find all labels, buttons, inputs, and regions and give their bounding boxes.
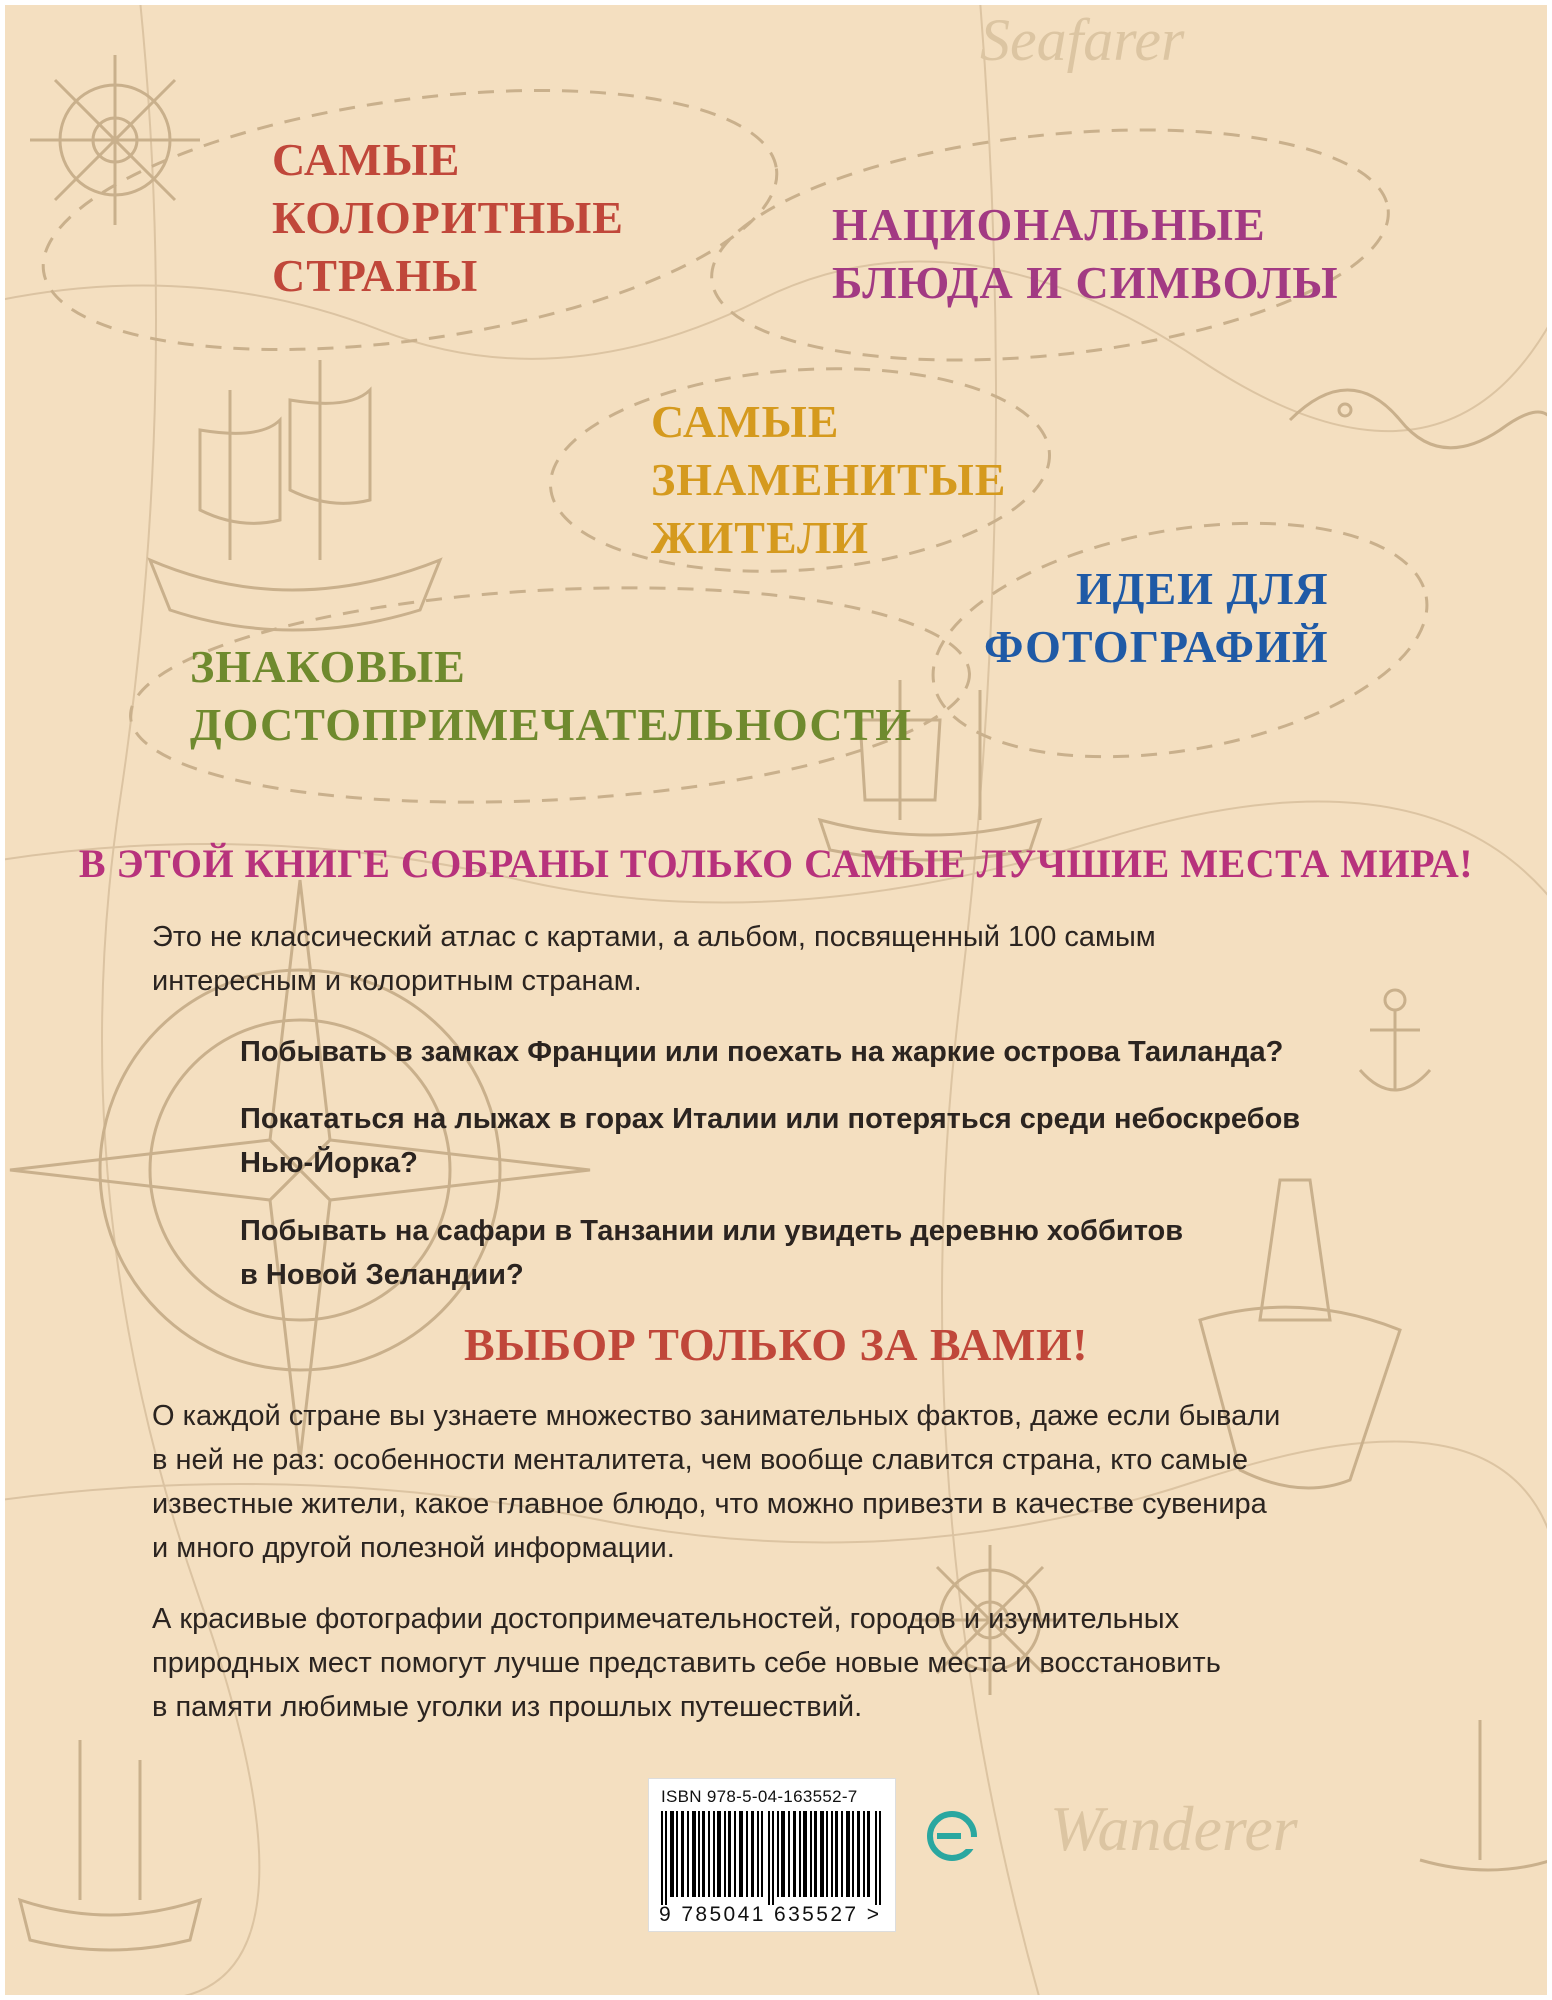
- isbn-barcode: [648, 1778, 896, 1932]
- facts-paragraph: О каждой стране вы узнаете множество занимательных фактов, даже если бывали в ней не раз: особенности менталитета, чем вообще славится страна, кто самые известные жители, какое главное блюдо, что можно привезти в качестве сувенира и много другой полезной информации.: [152, 1400, 1281, 1564]
- publisher-logo-icon: [927, 1811, 977, 1861]
- heading-national-dishes: НАЦИОНАЛЬНЫЕ БЛЮДА И СИМВОЛЫ: [832, 199, 1339, 308]
- wanderer-script: Wanderer: [1050, 1793, 1298, 1864]
- photos-paragraph: А красивые фотографии достопримечательностей, городов и изумительных природных мест помогут лучше представить себе новые места и восстановить в памяти любимые уголки из прошлых путешествий.: [152, 1603, 1221, 1723]
- heading-photo-ideas: ИДЕИ ДЛЯ ФОТОГРАФИЙ: [984, 563, 1329, 672]
- question-1: Побывать в замках Франции или поехать на жаркие острова Таиланда?: [240, 1036, 1284, 1068]
- intro-paragraph: Это не классический атлас с картами, а альбом, посвященный 100 самым интересным и колоритным странам.: [152, 921, 1156, 997]
- choice-heading: ВЫБОР ТОЛЬКО ЗА ВАМИ!: [463, 1319, 1089, 1370]
- heading-colorful-countries: САМЫЕ КОЛОРИТНЫЕ СТРАНЫ: [272, 134, 624, 301]
- isbn-label: ISBN 978-5-04-163552-7: [661, 1787, 858, 1806]
- sea-monster-icon: [1290, 390, 1552, 448]
- heading-famous-residents: САМЫЕ ЗНАМЕНИТЫЕ ЖИТЕЛИ: [651, 396, 1007, 563]
- tagline: В ЭТОЙ КНИГЕ СОБРАНЫ ТОЛЬКО САМЫЕ ЛУЧШИЕ МЕСТА МИРА!: [78, 841, 1474, 886]
- heading-landmarks: ЗНАКОВЫЕ ДОСТОПРИМЕЧАТЕЛЬНОСТИ: [190, 641, 913, 750]
- question-2: Покататься на лыжах в горах Италии или потеряться среди небоскребов Нью-Йорка?: [240, 1103, 1301, 1179]
- sailing-ship-icon: [150, 360, 440, 630]
- barcode-bars: [661, 1811, 883, 1905]
- anchor-icon: [1360, 990, 1430, 1090]
- seafarer-script: Seafarer: [980, 7, 1185, 73]
- question-3: Побывать на сафари в Танзании или увидеть деревню хоббитов в Новой Зеландии?: [240, 1215, 1184, 1291]
- ship-wheel-icon: [30, 55, 200, 225]
- barcode-digits: 9 785041 635527 >: [659, 1903, 882, 1926]
